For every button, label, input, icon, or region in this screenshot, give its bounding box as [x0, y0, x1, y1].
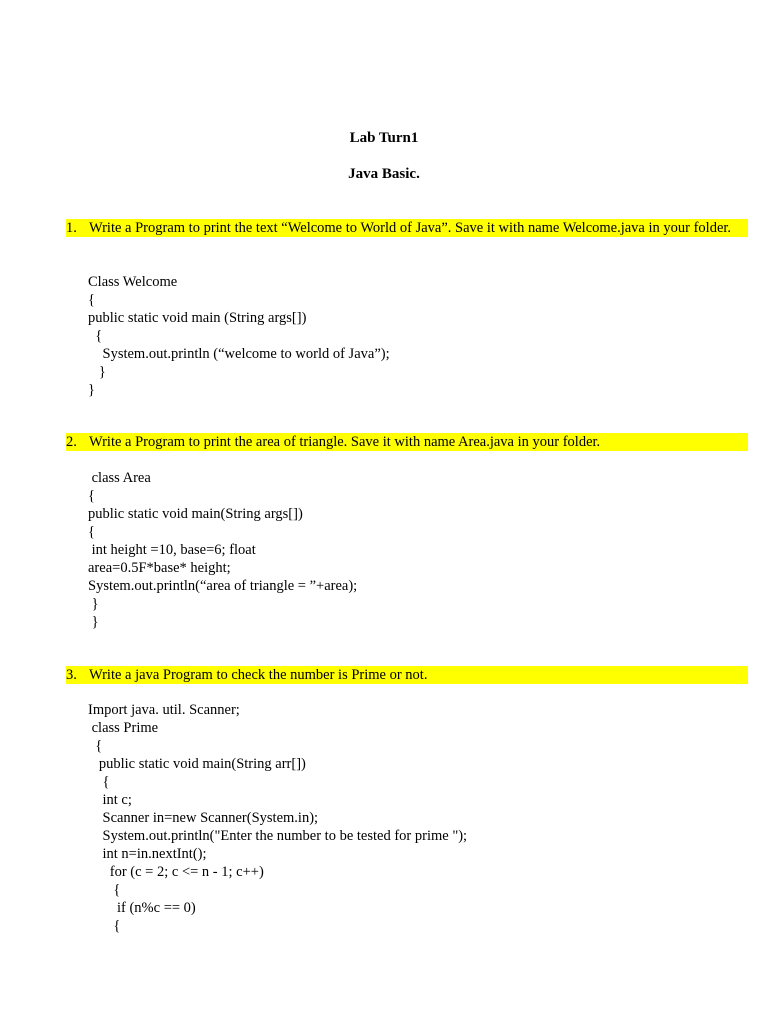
code-line: class Prime	[88, 720, 159, 736]
code-line: int n=in.nextInt();	[88, 846, 207, 862]
code-line: {	[88, 774, 110, 790]
question-number: 1.	[66, 220, 77, 236]
code-line: public static void main (String args[])	[88, 310, 307, 326]
code-line: System.out.println("Enter the number to be tested for prime ");	[88, 828, 468, 844]
question-2-prompt	[66, 433, 748, 451]
question-text: Write a Program to print the text “Welcome to World of Java”. Save it with name Welcome.java in your folder.	[89, 220, 732, 236]
code-line: {	[88, 328, 103, 344]
code-line: int height =10, base=6; float	[88, 542, 256, 558]
question-2-code	[88, 469, 357, 631]
question-3-prompt	[66, 666, 748, 684]
code-line: int c;	[88, 792, 132, 808]
document-subtitle: Java Basic.	[348, 166, 420, 182]
code-line: System.out.println (“welcome to world of Java”);	[88, 346, 390, 362]
code-line: public static void main(String arr[])	[88, 756, 306, 772]
code-line: {	[88, 918, 121, 934]
code-line: {	[88, 524, 95, 540]
code-line: class Area	[88, 470, 151, 486]
question-text: Write a Program to print the area of triangle. Save it with name Area.java in your folder.	[89, 434, 601, 450]
code-line: public static void main(String args[])	[88, 506, 303, 522]
code-line: }	[88, 382, 95, 398]
code-line: {	[88, 488, 95, 504]
code-line: {	[88, 292, 95, 308]
question-1-code	[88, 273, 390, 399]
code-line: }	[88, 364, 106, 380]
code-line: System.out.println(“area of triangle = ”+area);	[88, 578, 358, 594]
question-number: 3.	[66, 667, 77, 683]
code-line: for (c = 2; c <= n - 1; c++)	[88, 864, 264, 880]
question-1-prompt	[66, 219, 748, 237]
question-number: 2.	[66, 434, 77, 450]
code-line: area=0.5F*base* height;	[88, 560, 231, 576]
question-text: Write a java Program to check the number is Prime or not.	[89, 667, 428, 683]
code-line: Class Welcome	[88, 274, 178, 290]
code-line: }	[88, 614, 99, 630]
code-line: {	[88, 738, 103, 754]
code-line: {	[88, 882, 121, 898]
code-line: Import java. util. Scanner;	[88, 702, 240, 718]
document-title: Lab Turn1	[349, 130, 419, 146]
question-3-code	[88, 701, 467, 935]
code-line: if (n%c == 0)	[88, 900, 196, 916]
code-line: Scanner in=new Scanner(System.in);	[88, 810, 319, 826]
code-line: }	[88, 596, 99, 612]
